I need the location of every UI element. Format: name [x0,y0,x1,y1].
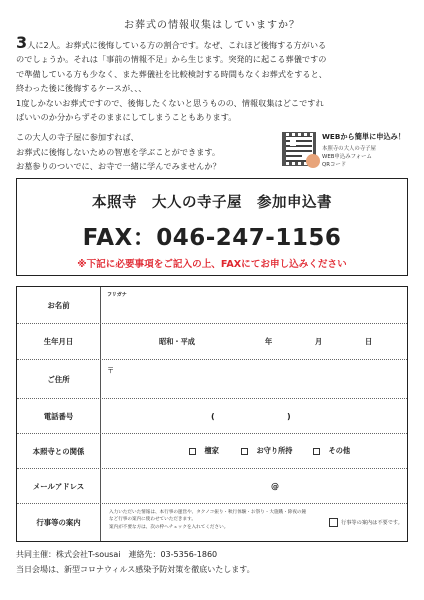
form-row-email [17,469,407,504]
intro-line-1: 3人に2人。お葬式に後悔している方の割合です。なぜ、これほど後悔する方がいる [16,33,327,52]
day-label: 日 [365,336,373,346]
form-row-phone [17,399,407,434]
intro-line-2: のでしょうか。それは「事前の情報不足」から生じます。突発的に起こる葬儀ですの [16,54,327,65]
event-label: 行事等の案内 [17,504,101,541]
question-heading: お葬式の情報収集はしていますか？ [124,20,300,31]
intro-line-3: で準備している方も少なく、また葬儀社を比較検討する時間もなくお葬式をすると、 [16,68,327,79]
phone-field[interactable] [101,399,407,433]
relation-label: 本照寺との関係 [17,434,101,468]
address-label: ご住所 [17,360,101,398]
month-label: 月 [315,336,323,346]
qr-logo-icon [306,154,320,168]
instruction-note: ※下記に必要事項をご記入の上、FAXにてお申し込みください [77,259,347,270]
cta-line-1: この大人の寺子屋に参加すれば、 [16,132,139,142]
checkbox-icon[interactable] [313,448,320,455]
phone-paren-open: ( [211,411,215,421]
phone-paren-close: ) [287,411,291,421]
year-label: 年 [265,336,273,346]
cta-line-3: お墓参りのついでに、お寺で一緒に学んでみませんか？ [16,161,221,172]
web-signup-box[interactable] [282,132,412,172]
web-signup-line-2: WEB申込みフォーム [322,154,372,160]
name-field[interactable] [101,287,407,323]
checkbox-icon[interactable] [189,448,196,455]
event-optout-label: 行事等の案内は不要です。 [341,520,403,526]
cta-line-2: お葬式に後悔しないための智恵を学ぶことができます。 [16,146,221,157]
email-field[interactable] [101,469,407,503]
phone-label: 電話番号 [17,399,101,433]
form-row-relation [17,434,407,469]
event-optout-option[interactable] [329,518,403,527]
event-info-text: 入力いただいた情報は、本行事の運営や、タクノコ振り・秋行体験・お祭り・大施餓・除夜の鐘 など行事の案内に使わせていただきます。 案内が不要な方は、次の枠へチェックを入れてください。 [109,510,307,530]
footer-organizer: 共同主催：株式会社T-sousai 連絡先：03-5356-1860 [16,550,218,559]
era-label: 昭和・平成 [159,336,195,346]
name-label: お名前 [17,287,101,323]
intro-big-digit: 3 [16,33,28,52]
application-form [16,286,408,542]
form-row-address [17,360,407,399]
web-signup-line-3: QRコード [322,162,347,168]
relation-field [101,434,407,468]
footer-covid-note: 当日会場は、新型コロナウィルス感染予防対策を徹底いたします。 [16,564,255,574]
fax-number: FAX：046-247-1156 [82,225,342,251]
intro-text [16,33,408,124]
checkbox-icon[interactable] [241,448,248,455]
checkbox-icon[interactable] [329,518,338,527]
form-row-dob [17,324,407,360]
application-header-box [16,178,408,276]
cta-text [16,130,286,174]
intro-line-6: ばいいのか分からずそのままにしてしまうこともあります。 [16,112,237,123]
relation-option-omamori[interactable]: お守り所持 [241,434,292,468]
form-title: 本照寺 大人の寺子屋 参加申込書 [92,195,332,211]
at-mark: @ [271,481,279,491]
address-field[interactable] [101,360,407,398]
relation-option-other[interactable]: その他 [313,434,350,468]
relation-option-danka[interactable]: 檀家 [189,434,219,468]
intro-line-4: 終わった後に後悔するケースが、、、 [16,83,147,94]
footer [16,548,408,578]
form-row-name [17,287,407,324]
form-row-events [17,504,407,541]
intro-line-5: 1度しかないお葬式ですので、後悔したくないと思うものの、情報収集はどこですれ [16,97,324,108]
email-label: メールアドレス [17,469,101,503]
web-signup-line-1: 本照寺の大人の寺子屋 [322,146,376,152]
furigana-label: フリガナ [107,292,127,298]
event-field [101,504,407,541]
dob-field[interactable] [101,324,407,359]
postal-mark: 〒 [107,366,115,375]
web-signup-title: WEBから簡単に申込み！ [322,132,406,141]
dob-label: 生年月日 [17,324,101,359]
